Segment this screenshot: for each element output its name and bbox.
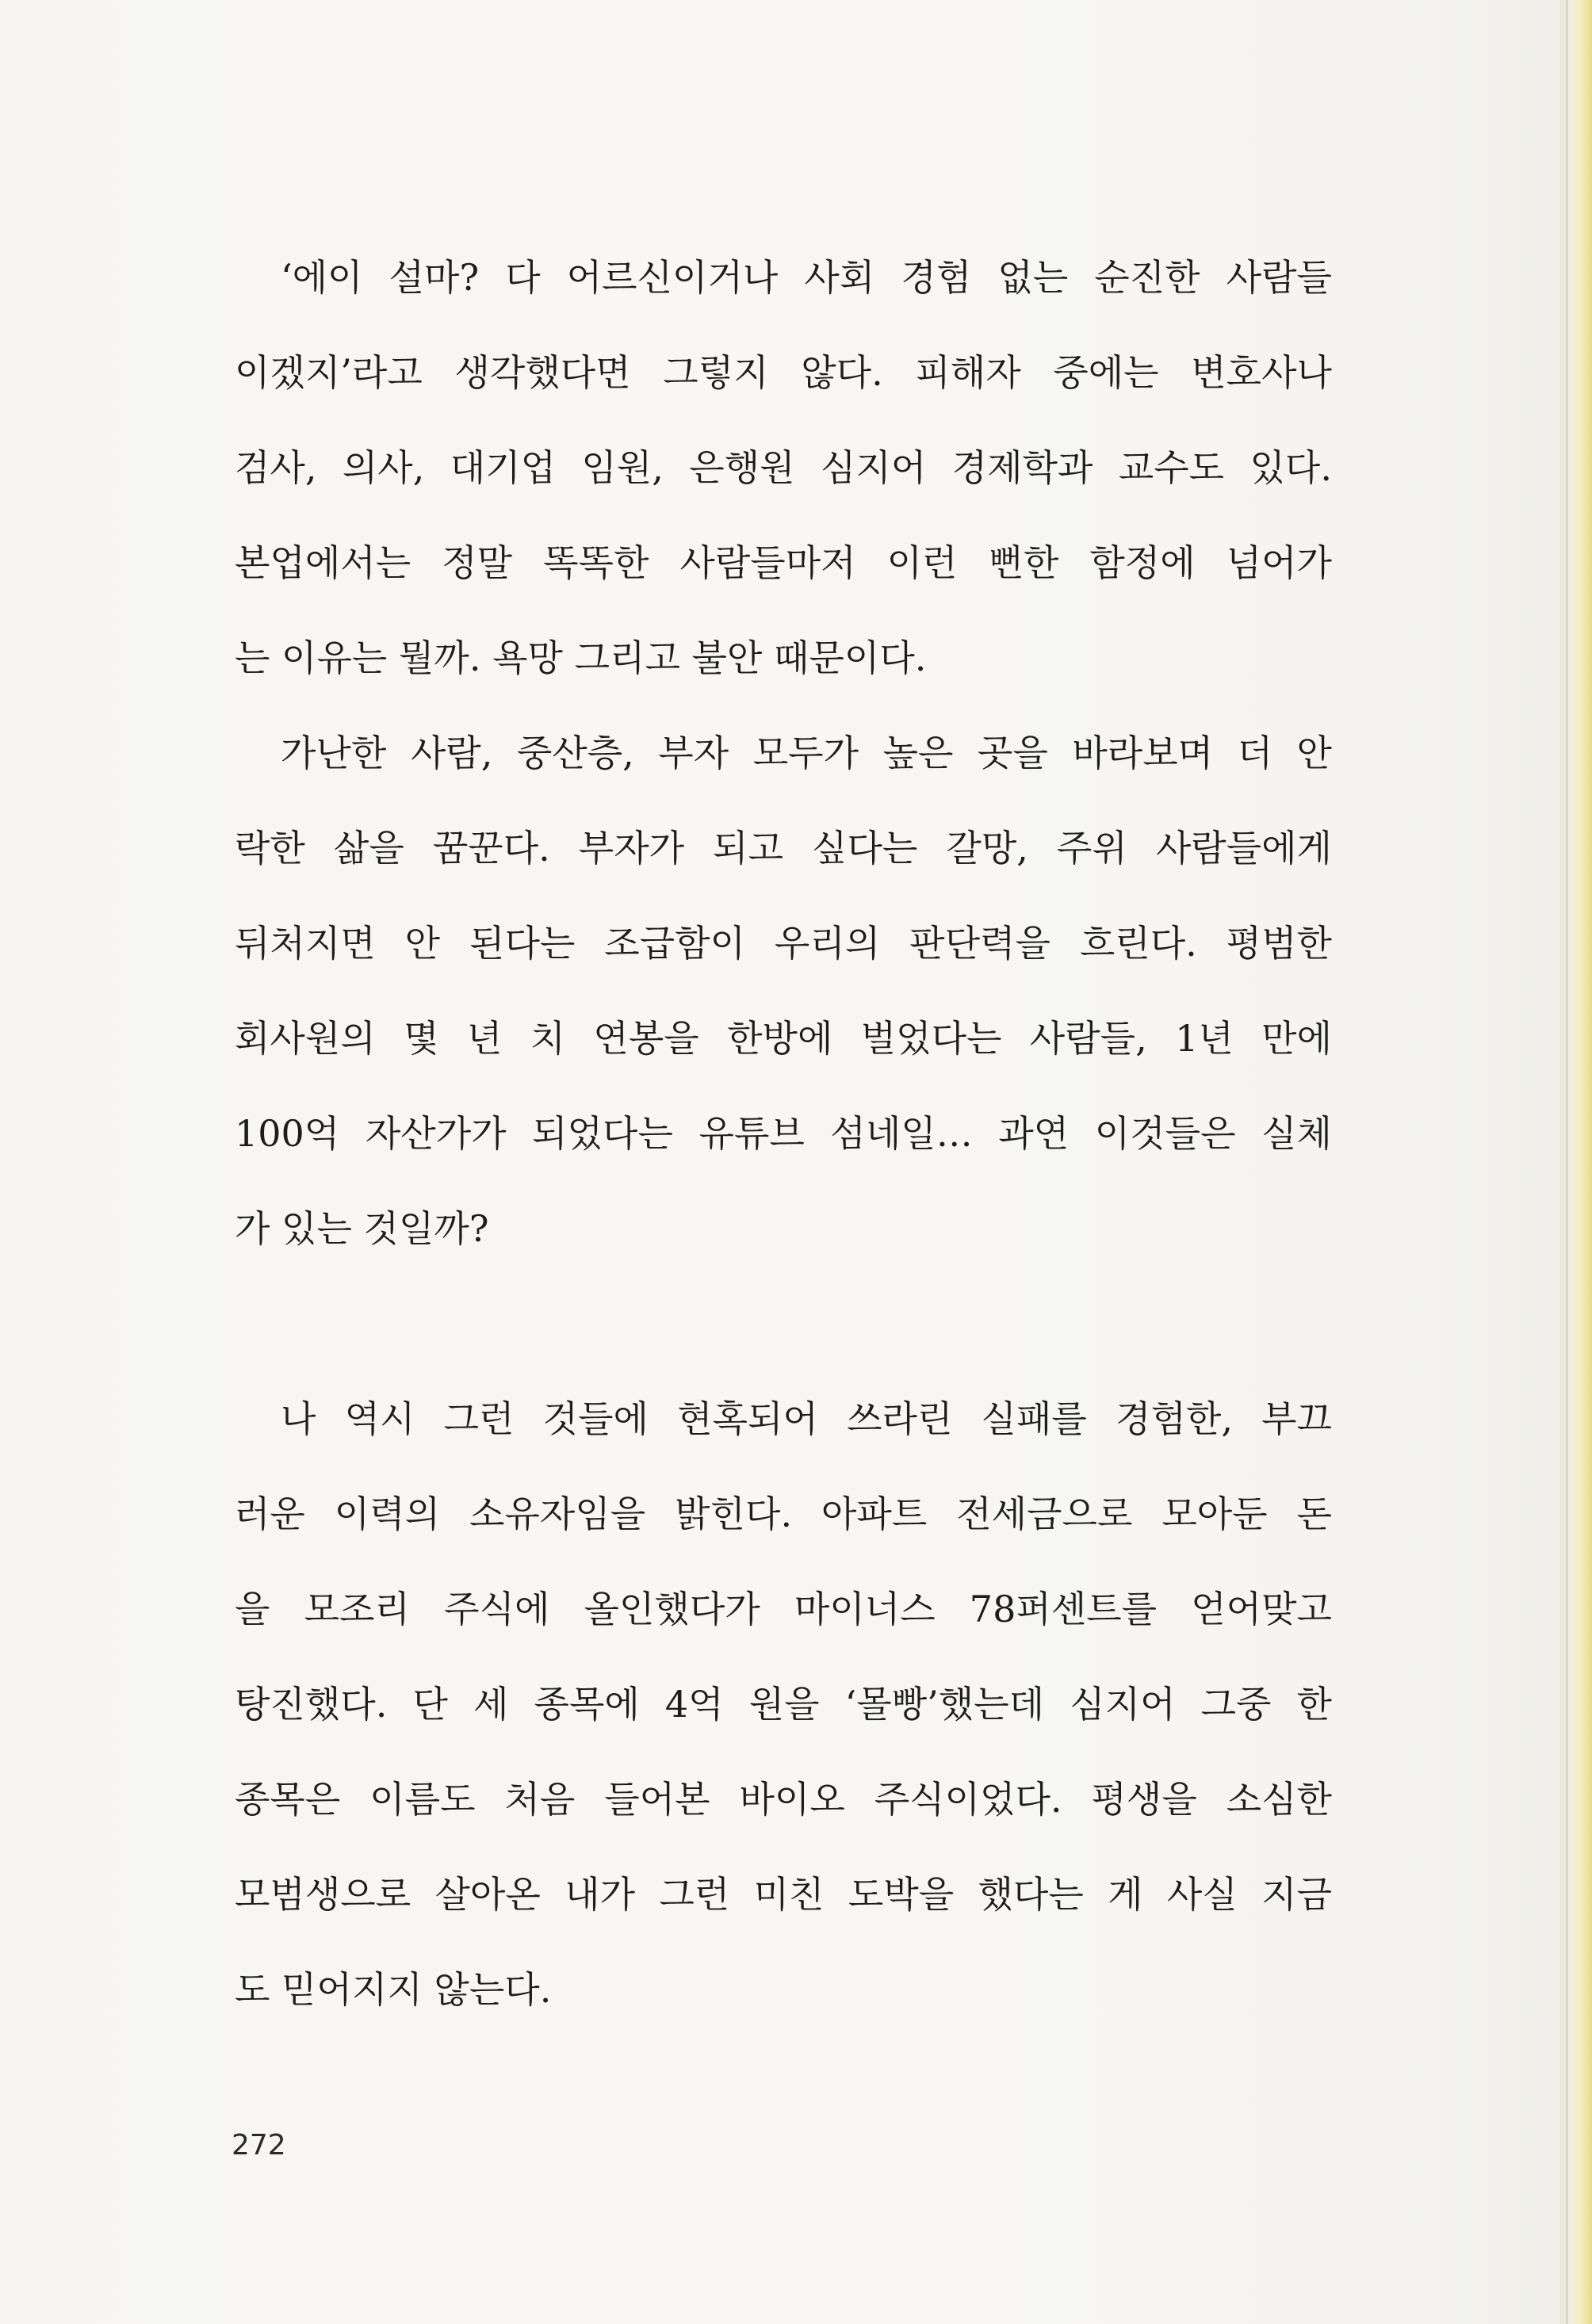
paragraph-line: 본업에서는 정말 똑똑한 사람들마저 이런 뻔한 함정에 넘어가	[235, 541, 1332, 584]
paragraph-line: 탕진했다. 단 세 종목에 4억 원을 ‘몰빵’했는데 심지어 그중 한	[235, 1683, 1332, 1726]
page-edge-line	[1566, 0, 1568, 2324]
paragraph-line: 종목은 이름도 처음 들어본 바이오 주식이었다. 평생을 소심한	[235, 1778, 1332, 1821]
body-text	[235, 230, 1332, 2037]
paragraph-line: 을 모조리 주식에 올인했다가 마이너스 78퍼센트를 얻어맞고	[235, 1588, 1332, 1630]
paragraph-3	[235, 1371, 1332, 2037]
page-number: 272	[232, 2129, 286, 2162]
paragraph-line: 러운 이력의 소유자임을 밝힌다. 아파트 전세금으로 모아둔 돈	[235, 1493, 1332, 1535]
paragraph-line: 이겠지’라고 생각했다면 그렇지 않다. 피해자 중에는 변호사나	[235, 351, 1332, 394]
paragraph-line: 락한 삶을 꿈꾼다. 부자가 되고 싶다는 갈망, 주위 사람들에게	[235, 827, 1332, 870]
paragraph-2	[235, 705, 1332, 1276]
paragraph-line: 가난한 사람, 중산층, 부자 모두가 높은 곳을 바라보며 더 안	[281, 732, 1332, 774]
page-edge	[1560, 0, 1592, 2324]
paragraph-line: 회사원의 몇 년 치 연봉을 한방에 벌었다는 사람들, 1년 만에	[235, 1017, 1332, 1060]
paragraph-line: 나 역시 그런 것들에 현혹되어 쓰라린 실패를 경험한, 부끄	[281, 1397, 1332, 1440]
paragraph-line: 모범생으로 살아온 내가 그런 미친 도박을 했다는 게 사실 지금	[235, 1873, 1332, 1916]
paragraph-line: 검사, 의사, 대기업 임원, 은행원 심지어 경제학과 교수도 있다.	[235, 446, 1332, 489]
section-break	[235, 1276, 1332, 1371]
paragraph-1	[235, 230, 1332, 705]
paragraph-line: 뒤처지면 안 된다는 조급함이 우리의 판단력을 흐린다. 평범한	[235, 922, 1332, 965]
paragraph-line: 가 있는 것일까?	[235, 1207, 489, 1250]
paragraph-line: ‘에이 설마? 다 어르신이거나 사회 경험 없는 순진한 사람들	[281, 256, 1332, 299]
paragraph-line: 는 이유는 뭘까. 욕망 그리고 불안 때문이다.	[235, 636, 927, 679]
paragraph-line: 도 믿어지지 않는다.	[235, 1968, 552, 2011]
paragraph-line: 100억 자산가가 되었다는 유튜브 섬네일… 과연 이것들은 실체	[235, 1112, 1332, 1155]
